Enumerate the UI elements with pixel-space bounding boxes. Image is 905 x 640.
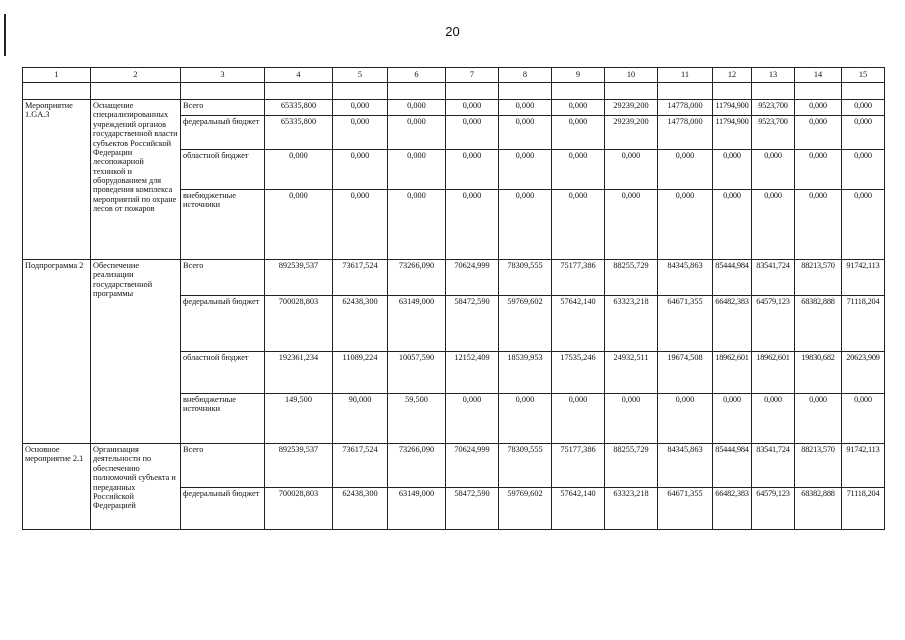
value-cell: 18962,601 [713,352,752,394]
value-cell: 63323,218 [605,488,658,530]
value-cell: 0,000 [752,190,795,260]
value-cell: 66482,383 [713,488,752,530]
value-cell: 0,000 [552,190,605,260]
funding-source-cell: Всего [181,260,265,296]
value-cell: 0,000 [388,116,446,150]
header-cell: 10 [605,68,658,83]
value-cell: 58472,590 [446,488,499,530]
empty-cell [91,83,181,100]
value-cell: 892539,537 [265,260,333,296]
value-cell: 0,000 [552,150,605,190]
value-cell: 64579,123 [752,488,795,530]
value-cell: 57642,140 [552,488,605,530]
value-cell: 0,000 [842,116,885,150]
value-cell: 0,000 [265,190,333,260]
value-cell: 71118,204 [842,296,885,352]
program-description-cell: Обеспечение реализации государственной программы [91,260,181,444]
value-cell: 68382,888 [795,488,842,530]
empty-cell [605,83,658,100]
value-cell: 0,000 [388,100,446,116]
spacer-row [23,83,885,100]
value-cell: 63149,000 [388,488,446,530]
value-cell: 78309,555 [499,444,552,488]
header-row [23,68,885,83]
header-cell: 6 [388,68,446,83]
empty-cell [658,83,713,100]
value-cell: 700028,803 [265,488,333,530]
value-cell: 0,000 [499,100,552,116]
value-cell: 0,000 [499,190,552,260]
value-cell: 0,000 [499,116,552,150]
value-cell: 73266,090 [388,444,446,488]
value-cell: 20623,909 [842,352,885,394]
funding-source-cell: внебюджетные источники [181,190,265,260]
value-cell: 0,000 [752,150,795,190]
header-cell: 2 [91,68,181,83]
funding-source-cell: Всего [181,100,265,116]
value-cell: 0,000 [658,394,713,444]
value-cell: 83541,724 [752,444,795,488]
header-cell: 7 [446,68,499,83]
empty-cell [842,83,885,100]
value-cell: 0,000 [265,150,333,190]
value-cell: 62438,300 [333,488,388,530]
value-cell: 192361,234 [265,352,333,394]
empty-cell [23,83,91,100]
value-cell: 0,000 [388,150,446,190]
value-cell: 63149,000 [388,296,446,352]
header-cell: 1 [23,68,91,83]
value-cell: 14778,000 [658,100,713,116]
value-cell: 0,000 [446,190,499,260]
value-cell: 64671,355 [658,488,713,530]
value-cell: 0,000 [446,100,499,116]
empty-cell [713,83,752,100]
value-cell: 57642,140 [552,296,605,352]
value-cell: 84345,863 [658,444,713,488]
value-cell: 59769,602 [499,488,552,530]
value-cell: 0,000 [842,394,885,444]
value-cell: 83541,724 [752,260,795,296]
empty-cell [265,83,333,100]
program-name-cell: Подпрограмма 2 [23,260,91,444]
value-cell: 0,000 [605,190,658,260]
budget-table [22,67,885,530]
value-cell: 91742,113 [842,260,885,296]
value-cell: 88213,570 [795,260,842,296]
value-cell: 0,000 [713,190,752,260]
value-cell: 9523,700 [752,100,795,116]
value-cell: 0,000 [552,394,605,444]
value-cell: 19830,682 [795,352,842,394]
table-row [23,260,885,296]
program-name-cell: Основное мероприятие 2.1 [23,444,91,530]
value-cell: 0,000 [795,116,842,150]
header-cell: 14 [795,68,842,83]
value-cell: 75177,386 [552,444,605,488]
value-cell: 59769,602 [499,296,552,352]
table-row [23,444,885,488]
header-cell: 11 [658,68,713,83]
value-cell: 0,000 [752,394,795,444]
value-cell: 0,000 [605,394,658,444]
value-cell: 85444,984 [713,444,752,488]
program-description-cell: Оснащение специализированных учреждений органов государственной власти субъектов Российской Федерации лесопожарной техникой и оборудованием для проведения комплекса мероприятий по охране лесов от пожаров [91,100,181,260]
header-cell: 13 [752,68,795,83]
value-cell: 0,000 [333,190,388,260]
value-cell: 700028,803 [265,296,333,352]
empty-cell [333,83,388,100]
value-cell: 0,000 [552,100,605,116]
value-cell: 90,000 [333,394,388,444]
value-cell: 29239,200 [605,100,658,116]
value-cell: 0,000 [333,100,388,116]
value-cell: 0,000 [499,394,552,444]
funding-source-cell: областной бюджет [181,150,265,190]
value-cell: 10057,590 [388,352,446,394]
value-cell: 73617,524 [333,444,388,488]
value-cell: 9523,700 [752,116,795,150]
value-cell: 88255,729 [605,260,658,296]
value-cell: 63323,218 [605,296,658,352]
value-cell: 0,000 [795,394,842,444]
value-cell: 14778,000 [658,116,713,150]
value-cell: 59,500 [388,394,446,444]
funding-source-cell: федеральный бюджет [181,296,265,352]
funding-source-cell: внебюджетные источники [181,394,265,444]
header-cell: 3 [181,68,265,83]
value-cell: 0,000 [713,150,752,190]
value-cell: 0,000 [795,100,842,116]
value-cell: 88255,729 [605,444,658,488]
value-cell: 0,000 [658,190,713,260]
value-cell: 0,000 [842,100,885,116]
value-cell: 18539,953 [499,352,552,394]
empty-cell [552,83,605,100]
page-number: 20 [445,24,460,39]
empty-cell [752,83,795,100]
empty-cell [795,83,842,100]
value-cell: 71118,204 [842,488,885,530]
empty-cell [499,83,552,100]
value-cell: 0,000 [446,116,499,150]
value-cell: 75177,386 [552,260,605,296]
value-cell: 11794,900 [713,100,752,116]
program-name-cell: Мероприятие 1.GA.3 [23,100,91,260]
empty-cell [181,83,265,100]
header-cell: 9 [552,68,605,83]
value-cell: 149,500 [265,394,333,444]
value-cell: 0,000 [658,150,713,190]
value-cell: 64671,355 [658,296,713,352]
value-cell: 0,000 [499,150,552,190]
header-cell: 5 [333,68,388,83]
value-cell: 78309,555 [499,260,552,296]
header-cell: 15 [842,68,885,83]
value-cell: 24932,511 [605,352,658,394]
value-cell: 0,000 [842,150,885,190]
value-cell: 65335,800 [265,116,333,150]
value-cell: 65335,800 [265,100,333,116]
value-cell: 892539,537 [265,444,333,488]
value-cell: 0,000 [795,150,842,190]
header-cell: 4 [265,68,333,83]
value-cell: 91742,113 [842,444,885,488]
value-cell: 0,000 [388,190,446,260]
value-cell: 0,000 [333,150,388,190]
funding-source-cell: областной бюджет [181,352,265,394]
value-cell: 88213,570 [795,444,842,488]
value-cell: 70624,999 [446,260,499,296]
header-cell: 8 [499,68,552,83]
value-cell: 0,000 [842,190,885,260]
table-row [23,100,885,116]
value-cell: 11089,224 [333,352,388,394]
funding-source-cell: федеральный бюджет [181,116,265,150]
value-cell: 70624,999 [446,444,499,488]
empty-cell [446,83,499,100]
value-cell: 17535,246 [552,352,605,394]
value-cell: 0,000 [605,150,658,190]
value-cell: 64579,123 [752,296,795,352]
value-cell: 58472,590 [446,296,499,352]
value-cell: 0,000 [795,190,842,260]
empty-cell [388,83,446,100]
funding-source-cell: федеральный бюджет [181,488,265,530]
value-cell: 73617,524 [333,260,388,296]
value-cell: 68382,888 [795,296,842,352]
value-cell: 0,000 [446,394,499,444]
value-cell: 0,000 [713,394,752,444]
value-cell: 0,000 [552,116,605,150]
value-cell: 0,000 [333,116,388,150]
value-cell: 66482,383 [713,296,752,352]
header-cell: 12 [713,68,752,83]
value-cell: 84345,863 [658,260,713,296]
value-cell: 12152,409 [446,352,499,394]
value-cell: 0,000 [446,150,499,190]
value-cell: 18962,601 [752,352,795,394]
value-cell: 85444,984 [713,260,752,296]
value-cell: 62438,300 [333,296,388,352]
program-description-cell: Организация деятельности по обеспечению полномочий субъекта и переданных Российской Федерацией [91,444,181,530]
value-cell: 73266,090 [388,260,446,296]
value-cell: 19674,508 [658,352,713,394]
funding-source-cell: Всего [181,444,265,488]
value-cell: 29239,200 [605,116,658,150]
value-cell: 11794,900 [713,116,752,150]
